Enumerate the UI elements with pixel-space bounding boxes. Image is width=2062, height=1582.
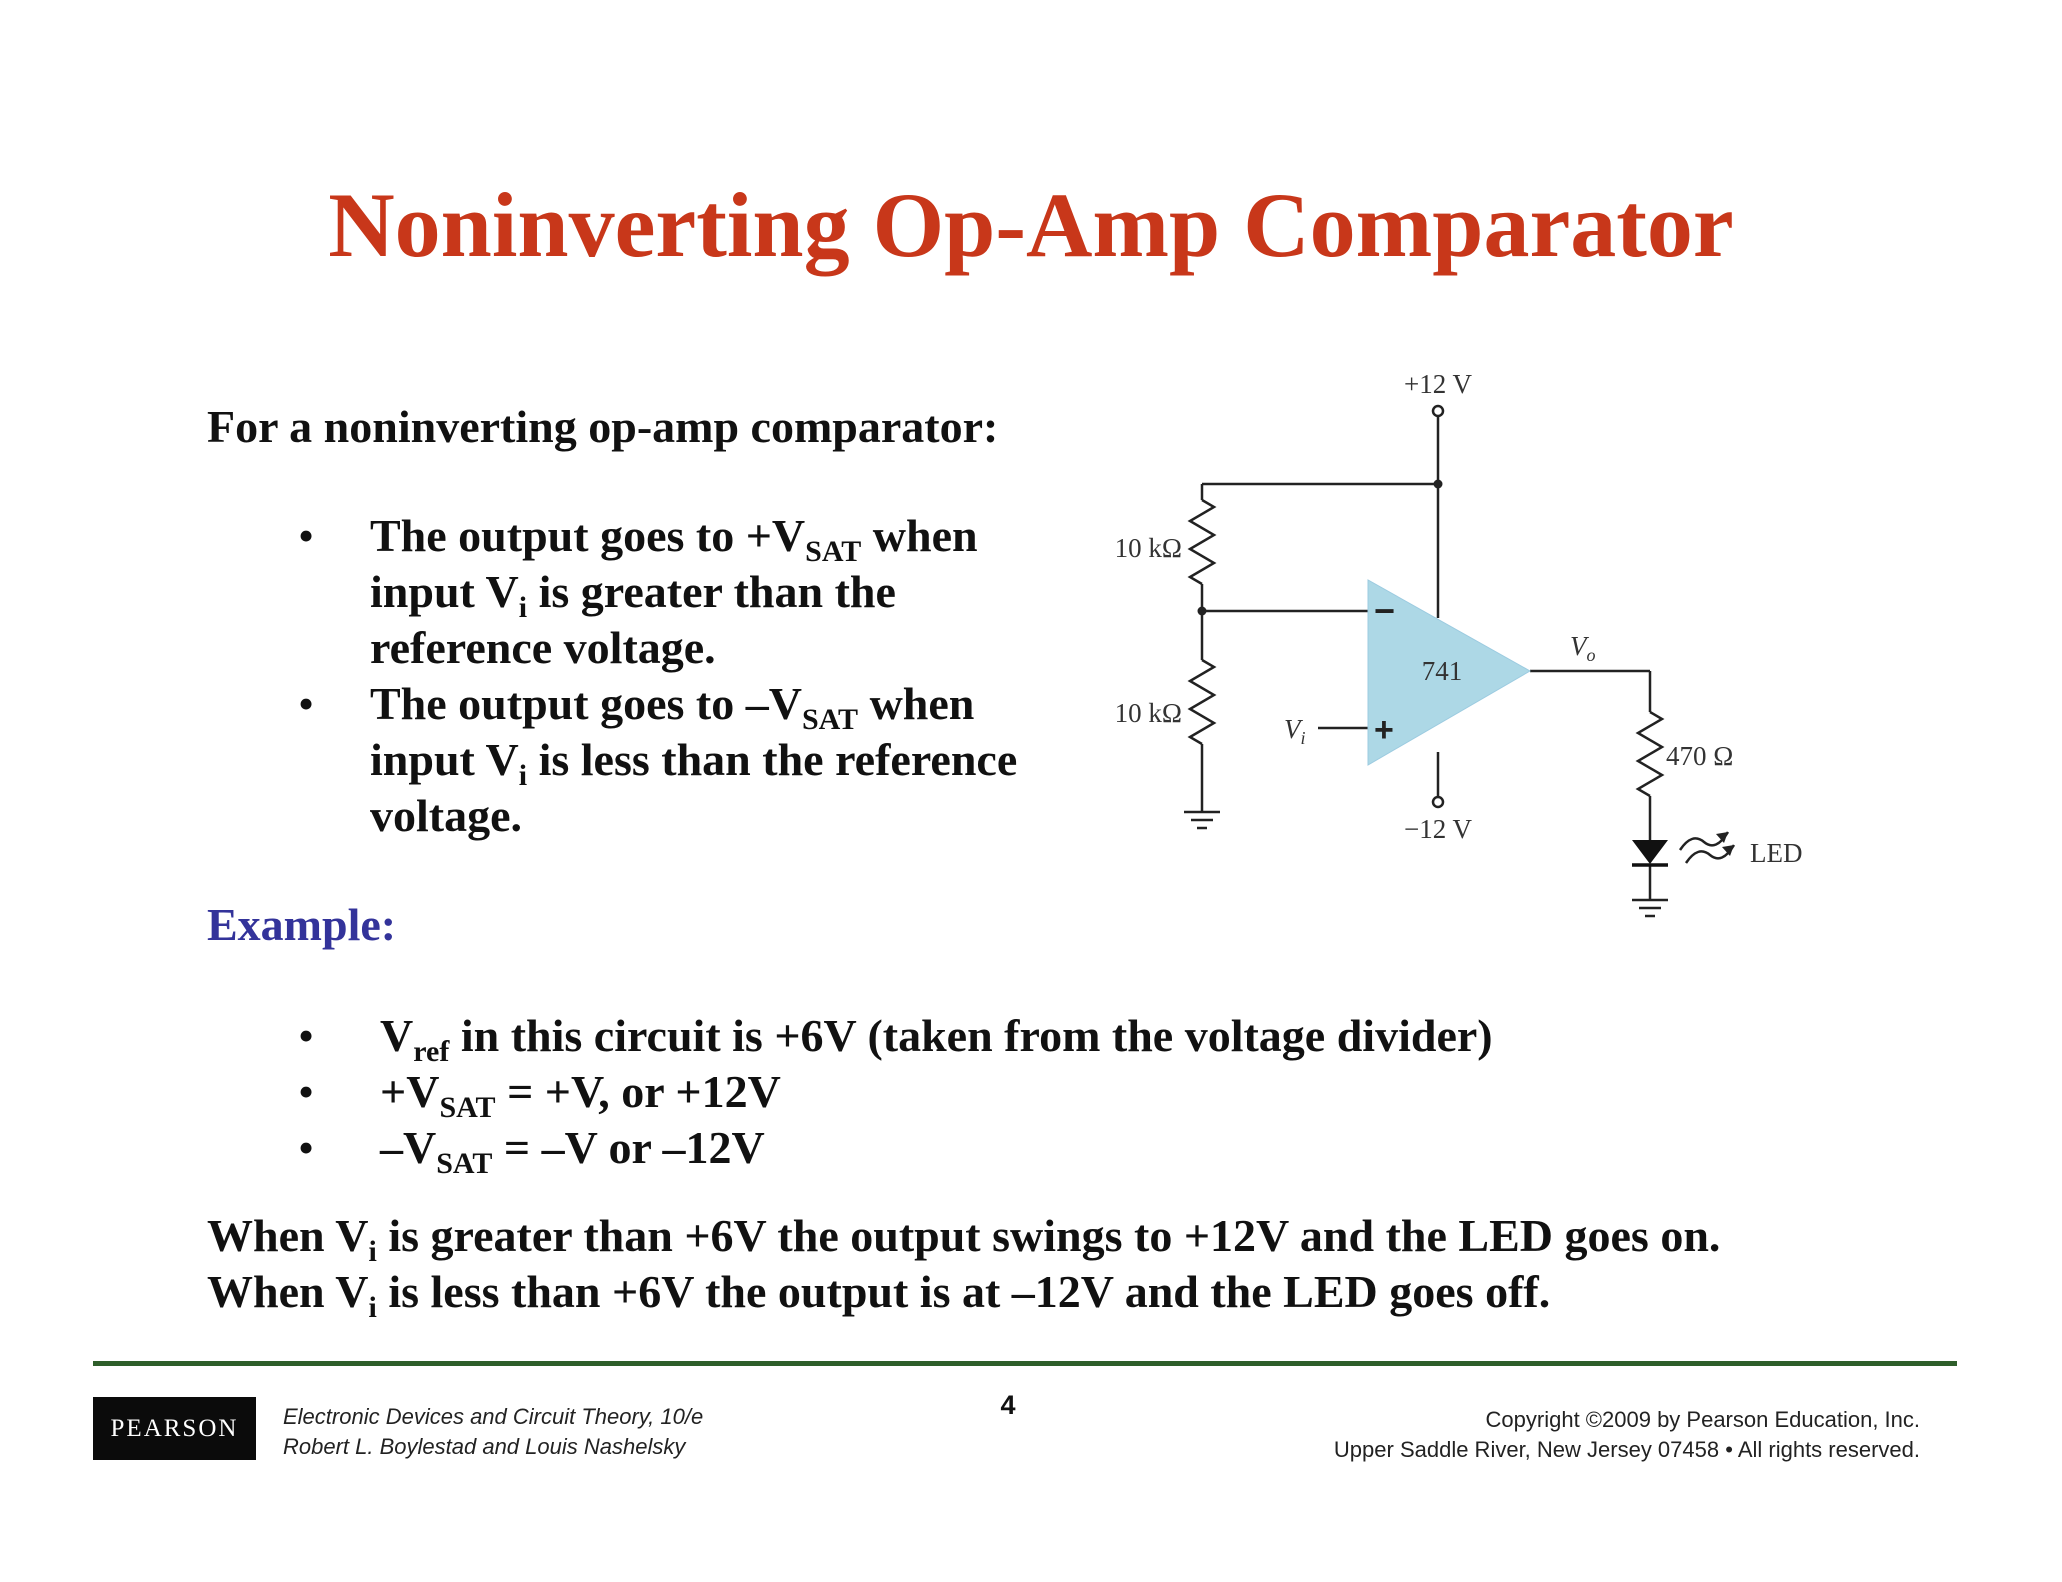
conclusion-line: When $V_i$ is less than +6V the output is at –12V and the LED goes off.	[207, 1266, 1551, 1324]
conclusion-text	[207, 1208, 1721, 1324]
example-item: • $-V_{SAT} = -V$ or –12V	[290, 1120, 1590, 1176]
vcc-pos-terminal	[1433, 406, 1443, 416]
output-label: $V_o$	[1570, 631, 1596, 665]
book-title: Electronic Devices and Circuit Theory, 10/e	[283, 1404, 704, 1429]
conclusion-line: When $V_i$ is greater than +6V the output swings to +12V and the LED goes on.	[207, 1210, 1721, 1268]
example-list	[290, 1008, 1590, 1180]
footer-divider	[93, 1361, 1957, 1366]
comparator-circuit-diagram	[1090, 360, 1803, 940]
pearson-logo: PEARSON	[93, 1397, 256, 1460]
resistor-r2	[1190, 660, 1214, 744]
address-line: Upper Saddle River, New Jersey 07458 • All rights reserved.	[1333, 1437, 1920, 1462]
resistor-r1	[1190, 500, 1214, 584]
led-diode-symbol	[1632, 840, 1668, 864]
vcc-neg-label: −12 V	[1404, 814, 1472, 844]
slide-title: Noninverting Op-Amp Comparator	[328, 174, 1734, 276]
book-authors: Robert L. Boylestad and Louis Nashelsky	[283, 1434, 686, 1459]
junction-dot	[1434, 480, 1443, 489]
example-item: • $V_{ref}$ in this circuit is +6V (taken from the voltage divider)	[290, 1008, 1590, 1064]
page-number: 4	[1000, 1390, 1016, 1420]
example-item: • $+V_{SAT} = +V$, or +12V	[290, 1064, 1590, 1120]
junction-dot	[1198, 607, 1207, 616]
inverting-input-sign: −	[1374, 590, 1396, 631]
example-heading: Example:	[207, 899, 397, 950]
r2-label: 10 kΩ	[1114, 698, 1182, 728]
book-citation	[283, 1402, 703, 1462]
resistor-load	[1638, 712, 1662, 796]
led-label: LED	[1750, 838, 1803, 868]
noninverting-input-sign: +	[1374, 711, 1394, 749]
copyright-line: Copyright ©2009 by Pearson Education, Inc.	[1485, 1407, 1920, 1432]
vcc-pos-label: +12 V	[1404, 369, 1472, 399]
rule-item: • The output goes to $-V_{SAT}$ when input $V_i$ is less than the reference voltage.	[290, 676, 1060, 844]
r1-label: 10 kΩ	[1114, 533, 1182, 563]
input-label: $V_i$	[1284, 714, 1306, 748]
vcc-neg-terminal	[1433, 797, 1443, 807]
load-resistor-label: 470 Ω	[1666, 741, 1734, 771]
rule-item: • The output goes to $+V_{SAT}$ when input $V_i$ is greater than the reference voltage.	[290, 508, 1060, 676]
comparator-rules-list	[290, 508, 1060, 844]
opamp-label: 741	[1421, 656, 1463, 686]
copyright-notice	[1334, 1405, 1920, 1465]
intro-text: For a noninverting op-amp comparator:	[207, 401, 999, 452]
